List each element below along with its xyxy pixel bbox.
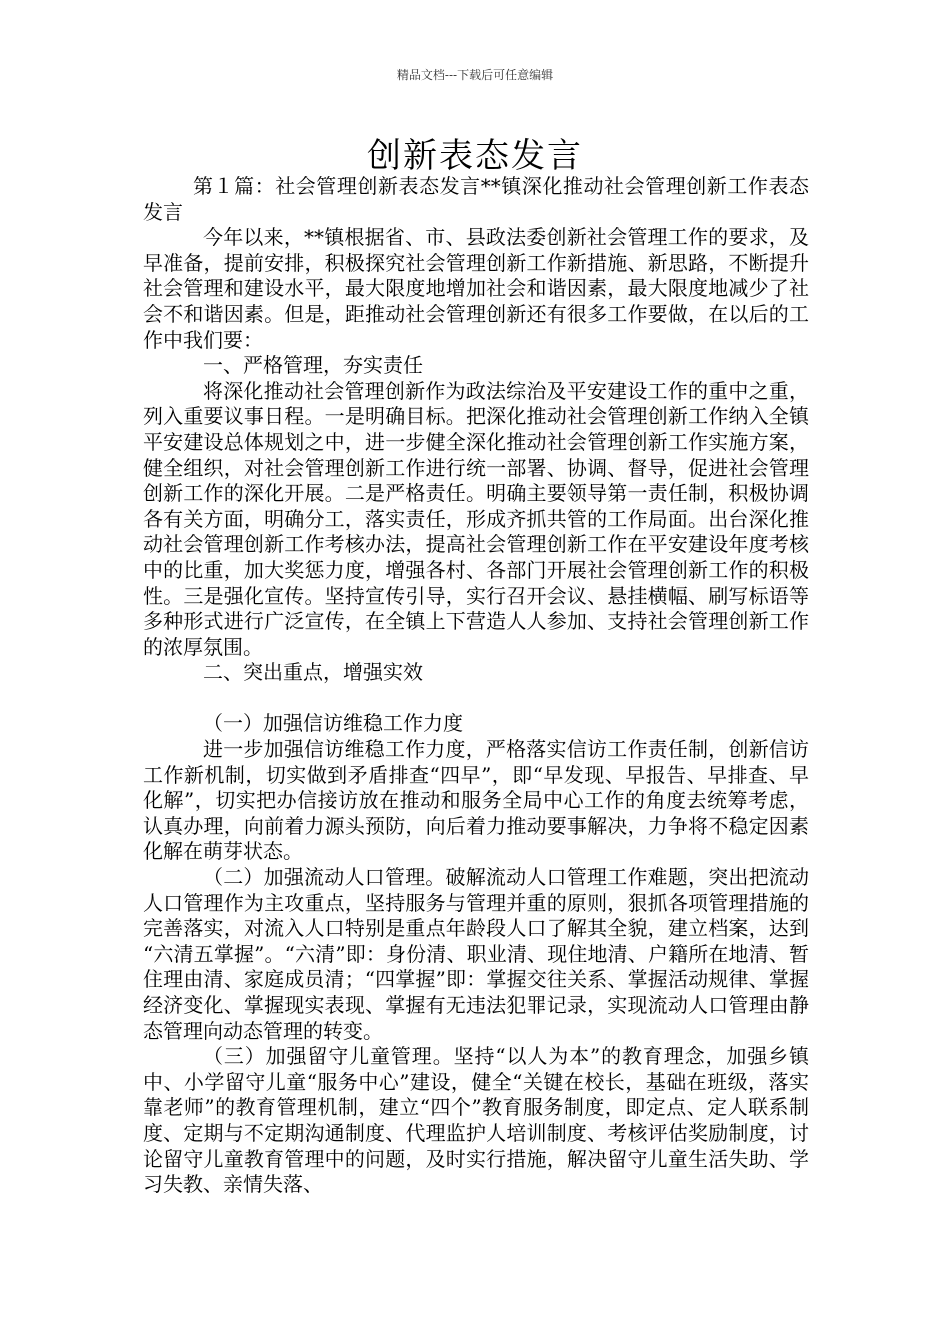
section-heading-article: 第１篇：社会管理创新表态发言**镇深化推动社会管理创新工作表态发言 xyxy=(143,174,809,224)
document-body xyxy=(143,174,809,1198)
paragraph-subsection-3: （三）加强留守儿童管理。坚持“以人为本”的教育理念，加强乡镇中、小学留守儿童“服务中心”建设，健全“关键在校长，基础在班级，落实靠老师”的教育管理机制，建立“四个”教育服务制度，即定点、定人联系制度、定期与不定期沟通制度、代理监护人培训制度、考核评估奖励制度，讨论留守儿童教育管理中的问题，及时实行措施，解决留守儿童生活失助、学习失教、亲情失落、 xyxy=(143,1044,809,1197)
paragraph-subsection-2: （二）加强流动人口管理。破解流动人口管理工作难题，突出把流动人口管理作为主攻重点，坚持服务与管理并重的原则，狠抓各项管理措施的完善落实，对流入人口特别是重点年龄段人口了解其全貌，建立档案，达到 “六清五掌握”。“六清”即：身份清、职业清、现住地清、户籍所在地清、暂住理由清、家庭成员清；“四掌握”即：掌握交往关系、掌握活动规律、掌握经济变化、掌握现实表现、掌握有无违法犯罪记录，实现流动人口管理由静态管理向动态管理的转变。 xyxy=(143,865,809,1043)
header-note: 精品文档---下载后可任意编辑 xyxy=(396,68,554,82)
heading-section-1: 一、严格管理，夯实责任 xyxy=(203,353,423,378)
blank-line xyxy=(143,686,809,712)
heading-subsection-1: （一）加强信访维稳工作力度 xyxy=(203,711,463,736)
paragraph-intro: 今年以来，**镇根据省、市、县政法委创新社会管理工作的要求，及早准备，提前安排，积极探究社会管理创新工作新措施、新思路，不断提升社会管理和建设水平，最大限度地增加社会和谐因素，最大限度地减少了社会不和谐因素。但是，距推动社会管理创新还有很多工作要做，在以后的工作中我们要： xyxy=(143,225,809,352)
paragraph-subsection-1: 进一步加强信访维稳工作力度，严格落实信访工作责任制，创新信访工作新机制，切实做到矛盾排查“四早”，即“早发现、早报告、早排查、早化解”，切实把办信接访放在推动和服务全局中心工作的角度去统筹考虑，认真办理，向前着力源头预防，向后着力推动要事解决，力争将不稳定因素化解在萌芽状态。 xyxy=(143,737,809,864)
paragraph-section-1: 将深化推动社会管理创新作为政法综治及平安建设工作的重中之重，列入重要议事日程。一是明确目标。把深化推动社会管理创新工作纳入全镇平安建设总体规划之中，进一步健全深化推动社会管理创新工作实施方案，健全组织，对社会管理创新工作进行统一部署、协调、督导，促进社会管理创新工作的深化开展。二是严格责任。明确主要领导第一责任制，积极协调各有关方面，明确分工，落实责任，形成齐抓共管的工作局面。出台深化推动社会管理创新工作考核办法，提高社会管理创新工作在平安建设年度考核中的比重，加大奖惩力度，增强各村、各部门开展社会管理创新工作的积极性。三是强化宣传。坚持宣传引导，实行召开会议、悬挂横幅、刷写标语等多种形式进行广泛宣传，在全镇上下营造人人参加、支持社会管理创新工作的浓厚氛围。 xyxy=(143,378,809,659)
document-title: 创新表态发言 xyxy=(367,136,583,176)
heading-section-2: 二、突出重点，增强实效 xyxy=(203,660,423,685)
